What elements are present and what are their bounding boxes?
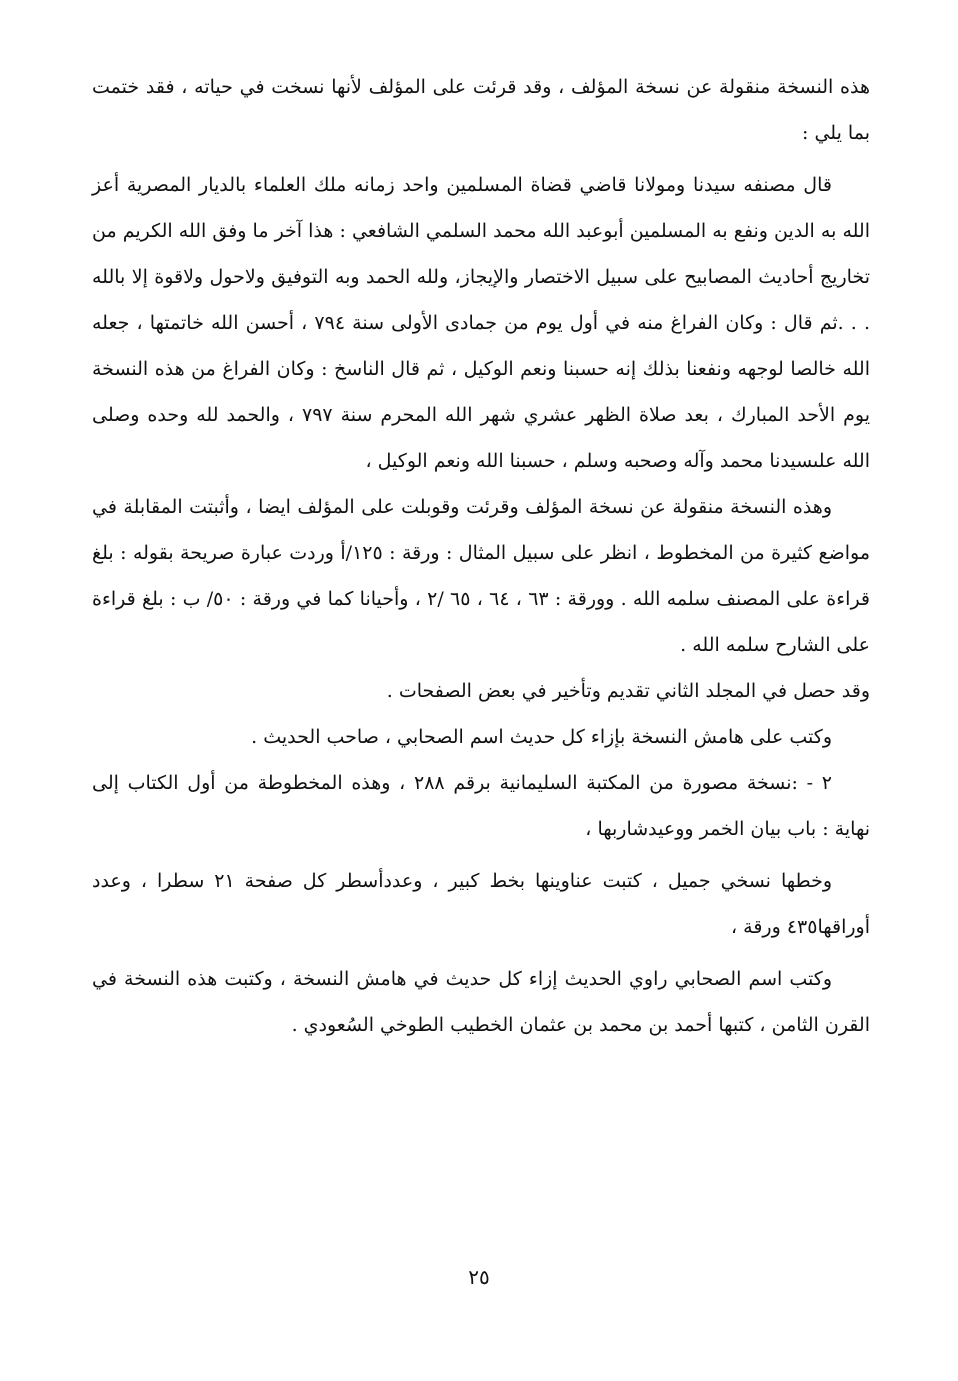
paragraph-reordering: وقد حصل في المجلد الثاني تقديم وتأخير في بعض الصفحات . [386,680,870,702]
paragraph-margin-notes: وكتب على هامش النسخة بإزاء كل حديث اسم الصحابي ، صاحب الحديث . [251,726,832,748]
paragraph-script-description: وخطها نسخي جميل ، كتبت عناوينها بخط كبير ، وعددأسطر كل صفحة ٢١ سطرا ، وعدد أوراقها٤٣٥ ورقة ، [92,870,870,938]
page-number: ٢٥ [468,1265,490,1289]
paragraph-intro: هذه النسخة منقولة عن نسخة المؤلف ، وقد قرئت على المؤلف لأنها نسخت في حياته ، فقد ختمت بما يلي : [92,76,870,144]
paragraph-copyist: وكتب اسم الصحابي راوي الحديث إزاء كل حديث في هامش النسخة ، وكتبت هذه النسخة في القرن الثامن ، كتبها أحمد بن محمد بن عثمان الخطيب الطوخي السُعودي . [92,968,870,1036]
paragraph-colophon: قال مصنفه سيدنا ومولانا قاضي قضاة المسلمين واحد زمانه ملك العلماء بالديار المصرية أعز الله به الدين ونفع به المسلمين أبوعبد الله محمد السلمي الشافعي : هذا آخر ما وفق الله الكريم من تخاريج أحاديث المصابيح على سبيل الاختصار والإيجاز، ولله الحمد وبه التوفيق ولاحول ولاقوة إلا بالله . . .ثم قال : وكان الفراغ منه في أول يوم من جمادى الأولى سنة ٧٩٤ ، أحسن الله خاتمتها ، جعله الله خالصا لوجهه ونفعنا بذلك إنه حسبنا ونعم الوكيل ، ثم قال الناسخ : وكان الفراغ من هذه النسخة يوم الأحد المبارك ، بعد صلاة الظهر عشري شهر الله المحرم سنة ٧٩٧ ، والحمد لله وحده وصلى الله علىسيدنا محمد وآله وصحبه وسلم ، حسبنا الله ونعم الوكيل ، [92,174,870,472]
body-text [92,64,870,1048]
paragraph-second-copy: ٢ - :نسخة مصورة من المكتبة السليمانية برقم ٢٨٨ ، وهذه المخطوطة من أول الكتاب إلى نهاية : باب بيان الخمر ووعيدشاربها ، [92,772,870,840]
paragraph-collation: وهذه النسخة منقولة عن نسخة المؤلف وقرئت وقوبلت على المؤلف ايضا ، وأثبتت المقابلة في مواضع كثيرة من المخطوط ، انظر على سبيل المثال : ورقة : ١٢٥/أ وردت عبارة صريحة بقوله : بلغ قراءة على المصنف سلمه الله . وورقة : ٦٣ ، ٦٤ ، ٦٥ /٢ ، وأحيانا كما في ورقة : ٥٠/ ب : بلغ قراءة على الشارح سلمه الله . [92,496,871,656]
